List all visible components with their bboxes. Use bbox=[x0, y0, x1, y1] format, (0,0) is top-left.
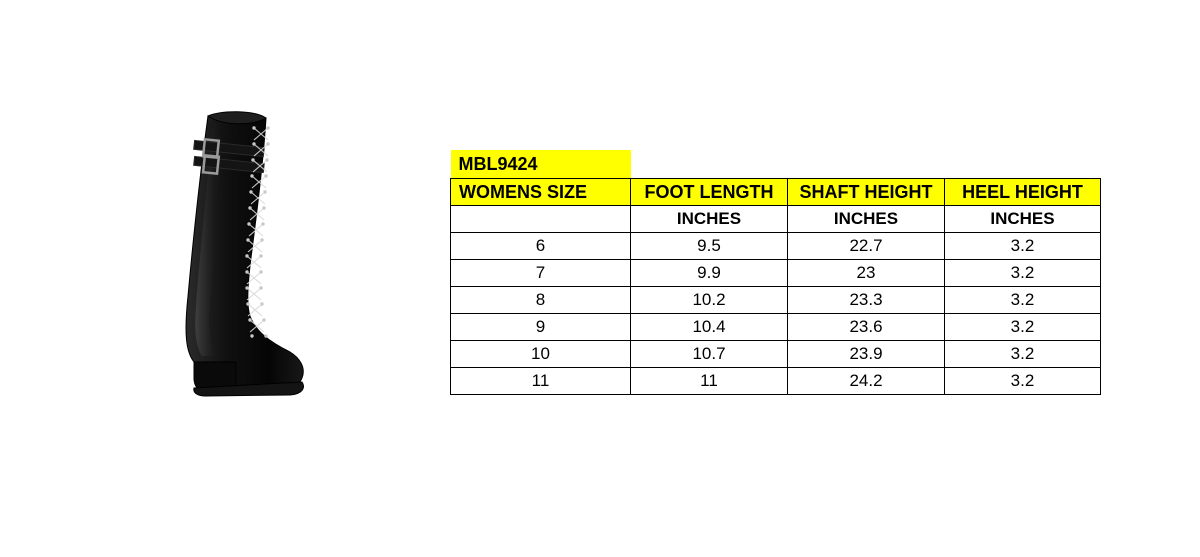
table-row bbox=[451, 341, 1101, 368]
units-blank bbox=[451, 206, 631, 233]
cell-size: 7 bbox=[451, 260, 631, 287]
cell-foot-length: 9.9 bbox=[631, 260, 788, 287]
style-code: MBL9424 bbox=[451, 150, 631, 179]
size-chart-table bbox=[450, 150, 1101, 395]
units-shaft-height: INCHES bbox=[788, 206, 945, 233]
title-spacer-2 bbox=[788, 150, 945, 179]
cell-size: 9 bbox=[451, 314, 631, 341]
cell-foot-length: 11 bbox=[631, 368, 788, 395]
header-shaft-height: SHAFT HEIGHT bbox=[788, 179, 945, 206]
cell-size: 6 bbox=[451, 233, 631, 260]
cell-foot-length: 10.2 bbox=[631, 287, 788, 314]
cell-foot-length: 9.5 bbox=[631, 233, 788, 260]
cell-size: 8 bbox=[451, 287, 631, 314]
cell-heel-height: 3.2 bbox=[945, 233, 1101, 260]
cell-shaft-height: 22.7 bbox=[788, 233, 945, 260]
cell-shaft-height: 23.6 bbox=[788, 314, 945, 341]
table-header-row bbox=[451, 179, 1101, 206]
cell-foot-length: 10.7 bbox=[631, 341, 788, 368]
table-row bbox=[451, 314, 1101, 341]
title-spacer-1 bbox=[631, 150, 788, 179]
units-foot-length: INCHES bbox=[631, 206, 788, 233]
cell-shaft-height: 23.3 bbox=[788, 287, 945, 314]
cell-heel-height: 3.2 bbox=[945, 287, 1101, 314]
cell-shaft-height: 23.9 bbox=[788, 341, 945, 368]
cell-heel-height: 3.2 bbox=[945, 368, 1101, 395]
cell-heel-height: 3.2 bbox=[945, 260, 1101, 287]
cell-heel-height: 3.2 bbox=[945, 314, 1101, 341]
table-row bbox=[451, 233, 1101, 260]
table-row bbox=[451, 287, 1101, 314]
header-womens-size: WOMENS SIZE bbox=[451, 179, 631, 206]
table-units-row bbox=[451, 206, 1101, 233]
cell-shaft-height: 24.2 bbox=[788, 368, 945, 395]
header-heel-height: HEEL HEIGHT bbox=[945, 179, 1101, 206]
chart-title-row bbox=[451, 150, 1101, 179]
cell-heel-height: 3.2 bbox=[945, 341, 1101, 368]
table-row bbox=[451, 368, 1101, 395]
table-row bbox=[451, 260, 1101, 287]
cell-size: 11 bbox=[451, 368, 631, 395]
cell-size: 10 bbox=[451, 341, 631, 368]
size-chart bbox=[450, 150, 1100, 395]
title-spacer-3 bbox=[945, 150, 1101, 179]
header-foot-length: FOOT LENGTH bbox=[631, 179, 788, 206]
cell-foot-length: 10.4 bbox=[631, 314, 788, 341]
cell-shaft-height: 23 bbox=[788, 260, 945, 287]
product-image bbox=[150, 100, 410, 420]
units-heel-height: INCHES bbox=[945, 206, 1101, 233]
boot-illustration bbox=[150, 100, 410, 420]
